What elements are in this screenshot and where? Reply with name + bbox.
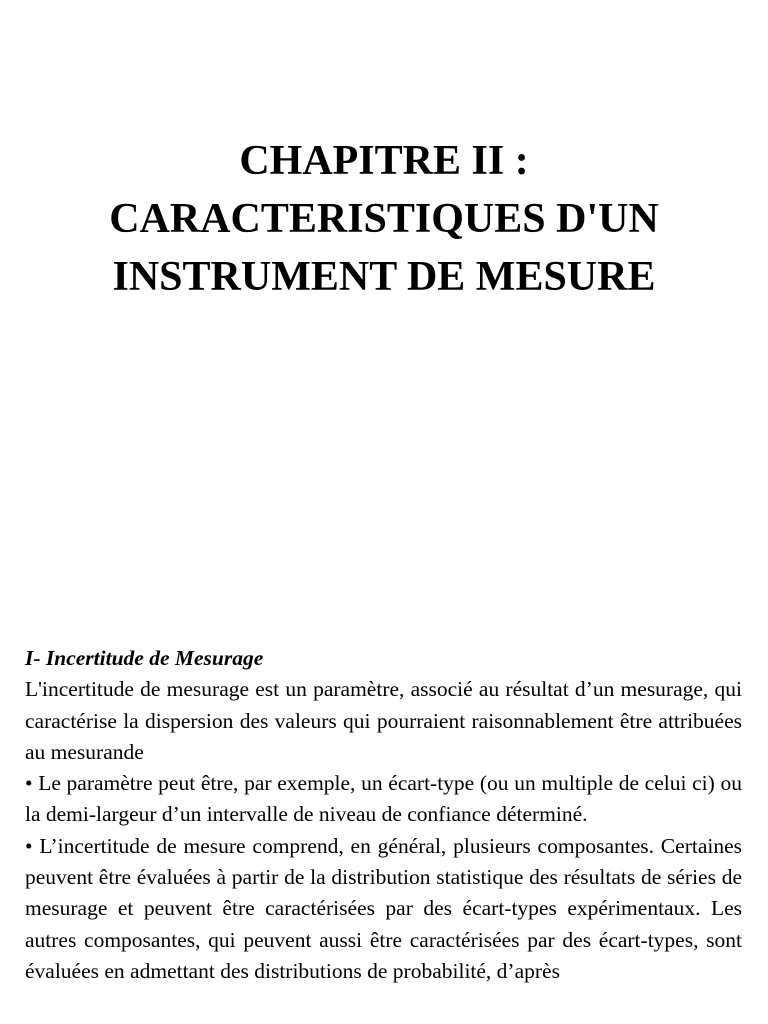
section-incertitude (25, 643, 742, 987)
paragraph-parametre: • Le paramètre peut être, par exemple, un écart-type (ou un multiple de celui ci) ou la demi-largeur d’un intervalle de niveau de confiance déterminé. (25, 771, 742, 827)
chapter-title-line-3: INSTRUMENT DE MESURE (112, 254, 656, 300)
section-heading: I- Incertitude de Mesurage (25, 646, 264, 670)
chapter-title-line-2: CARACTERISTIQUES D'UN (109, 196, 659, 242)
paragraph-definition: L'incertitude de mesurage est un paramètre, associé au résultat d’un mesurage, qui caractérise la dispersion des valeurs qui pourraient raisonnablement être attribuées au mesurande (25, 677, 742, 764)
chapter-title-line-1: CHAPITRE II : (239, 138, 529, 184)
chapter-title (0, 132, 768, 306)
paragraph-composantes: • L’incertitude de mesure comprend, en général, plusieurs composantes. Certaines peuvent être évaluées à partir de la distribution statistique des résultats de séries de mesurage et peuvent être caractérisées par des écart-types expérimentaux. Les autres composantes, qui peuvent aussi être caractérisées par des écart-types, sont évaluées en admettant des distributions de probabilité, d’après (25, 833, 742, 983)
